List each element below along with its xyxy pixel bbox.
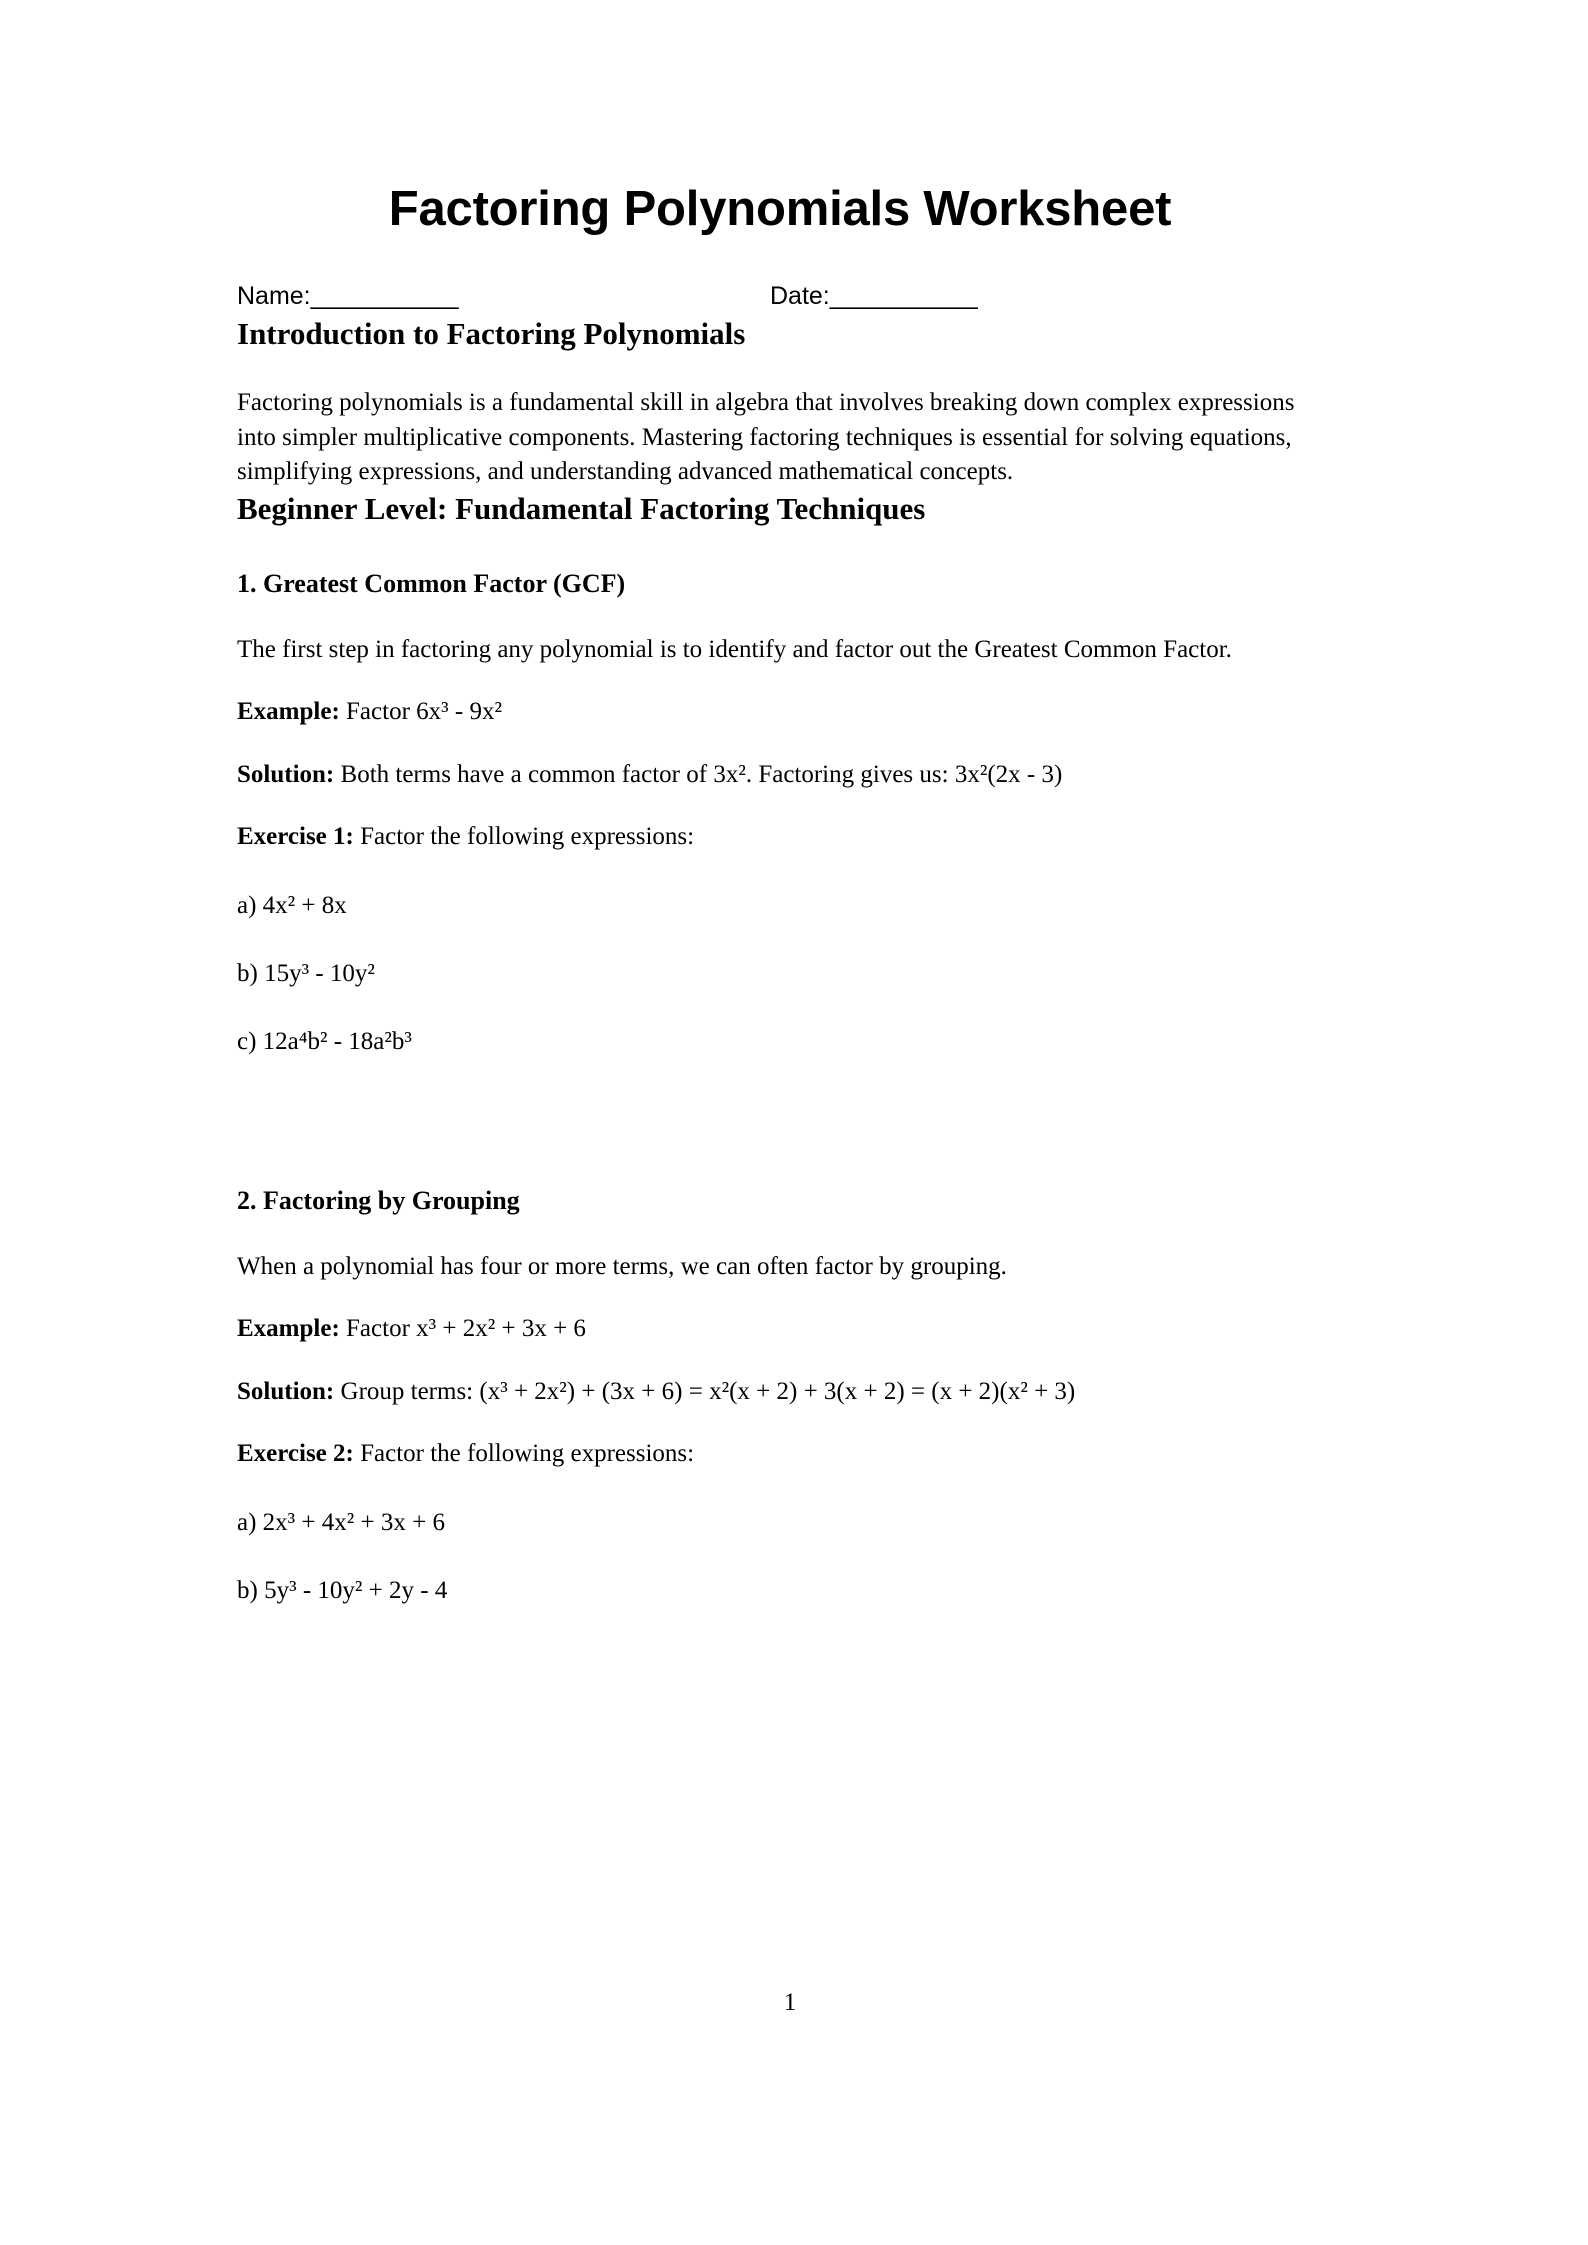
level-heading: Beginner Level: Fundamental Factoring Techniques xyxy=(237,490,926,526)
page-number xyxy=(0,1988,1588,2018)
date-label: Date: xyxy=(770,282,830,310)
exercise-item: a) 2x³ + 4x² + 3x + 6 xyxy=(237,1508,445,1536)
page-title: Factoring Polynomials Worksheet xyxy=(388,182,1172,236)
exercise-text: Factor the following expressions: xyxy=(360,1440,695,1467)
section-2-solution xyxy=(237,1375,1323,1410)
exercise-text: Factor the following expressions: xyxy=(360,823,695,850)
date-field xyxy=(770,281,977,311)
example-label: Example: xyxy=(237,1315,340,1342)
solution-label: Solution: xyxy=(237,760,335,788)
date-blank[interactable]: ___________ xyxy=(829,282,978,310)
section-spacer xyxy=(237,1059,1323,1145)
section-2-example xyxy=(237,1312,1323,1347)
page-content xyxy=(237,0,1323,1608)
solution-text: Both terms have a common factor of 3x². Factoring gives us: 3x²(2x - 3) xyxy=(340,760,1063,788)
name-date-row xyxy=(237,281,1323,315)
intro-paragraph: Factoring polynomials is a fundamental skill in algebra that involves breaking down complex expressions into simpler multiplicative components. Mastering factoring techniques is essential for solving equations, simplifying expressions, and understanding advanced mathematical concepts. xyxy=(237,389,1295,485)
exercise-label: Exercise 1: xyxy=(237,823,354,850)
name-label: Name: xyxy=(237,282,311,310)
exercise-item: a) 4x² + 8x xyxy=(237,891,347,919)
section-2-exercise xyxy=(237,1437,1323,1472)
exercise-label: Exercise 2: xyxy=(237,1440,354,1467)
intro-heading: Introduction to Factoring Polynomials xyxy=(237,316,746,351)
section-1-exercise xyxy=(237,820,1323,855)
exercise-item: b) 5y³ - 10y² + 2y - 4 xyxy=(237,1576,448,1604)
solution-text: Group terms: (x³ + 2x²) + (3x + 6) = x²(x + 2) + 3(x + 2) = (x + 2)(x² + 3) xyxy=(340,1377,1076,1405)
example-text: Factor 6x³ - 9x² xyxy=(346,698,502,725)
section-2-intro: When a polynomial has four or more terms, we can often factor by grouping. xyxy=(237,1252,1007,1280)
name-field xyxy=(237,281,458,311)
section-1-heading: 1. Greatest Common Factor (GCF) xyxy=(237,568,626,598)
solution-label: Solution: xyxy=(237,1377,335,1405)
section-1-example xyxy=(237,695,1323,730)
example-label: Example: xyxy=(237,698,340,725)
section-2-heading: 2. Factoring by Grouping xyxy=(237,1185,520,1215)
name-blank[interactable]: ___________ xyxy=(310,282,459,310)
section-1-intro: The first step in factoring any polynomial is to identify and factor out the Greatest Common Factor. xyxy=(237,635,1232,663)
example-text: Factor x³ + 2x² + 3x + 6 xyxy=(346,1315,586,1342)
exercise-item: c) 12a⁴b² - 18a²b³ xyxy=(237,1027,412,1055)
section-1-solution xyxy=(237,758,1323,793)
page-number-value: 1 xyxy=(783,1989,797,2016)
exercise-item: b) 15y³ - 10y² xyxy=(237,959,375,987)
